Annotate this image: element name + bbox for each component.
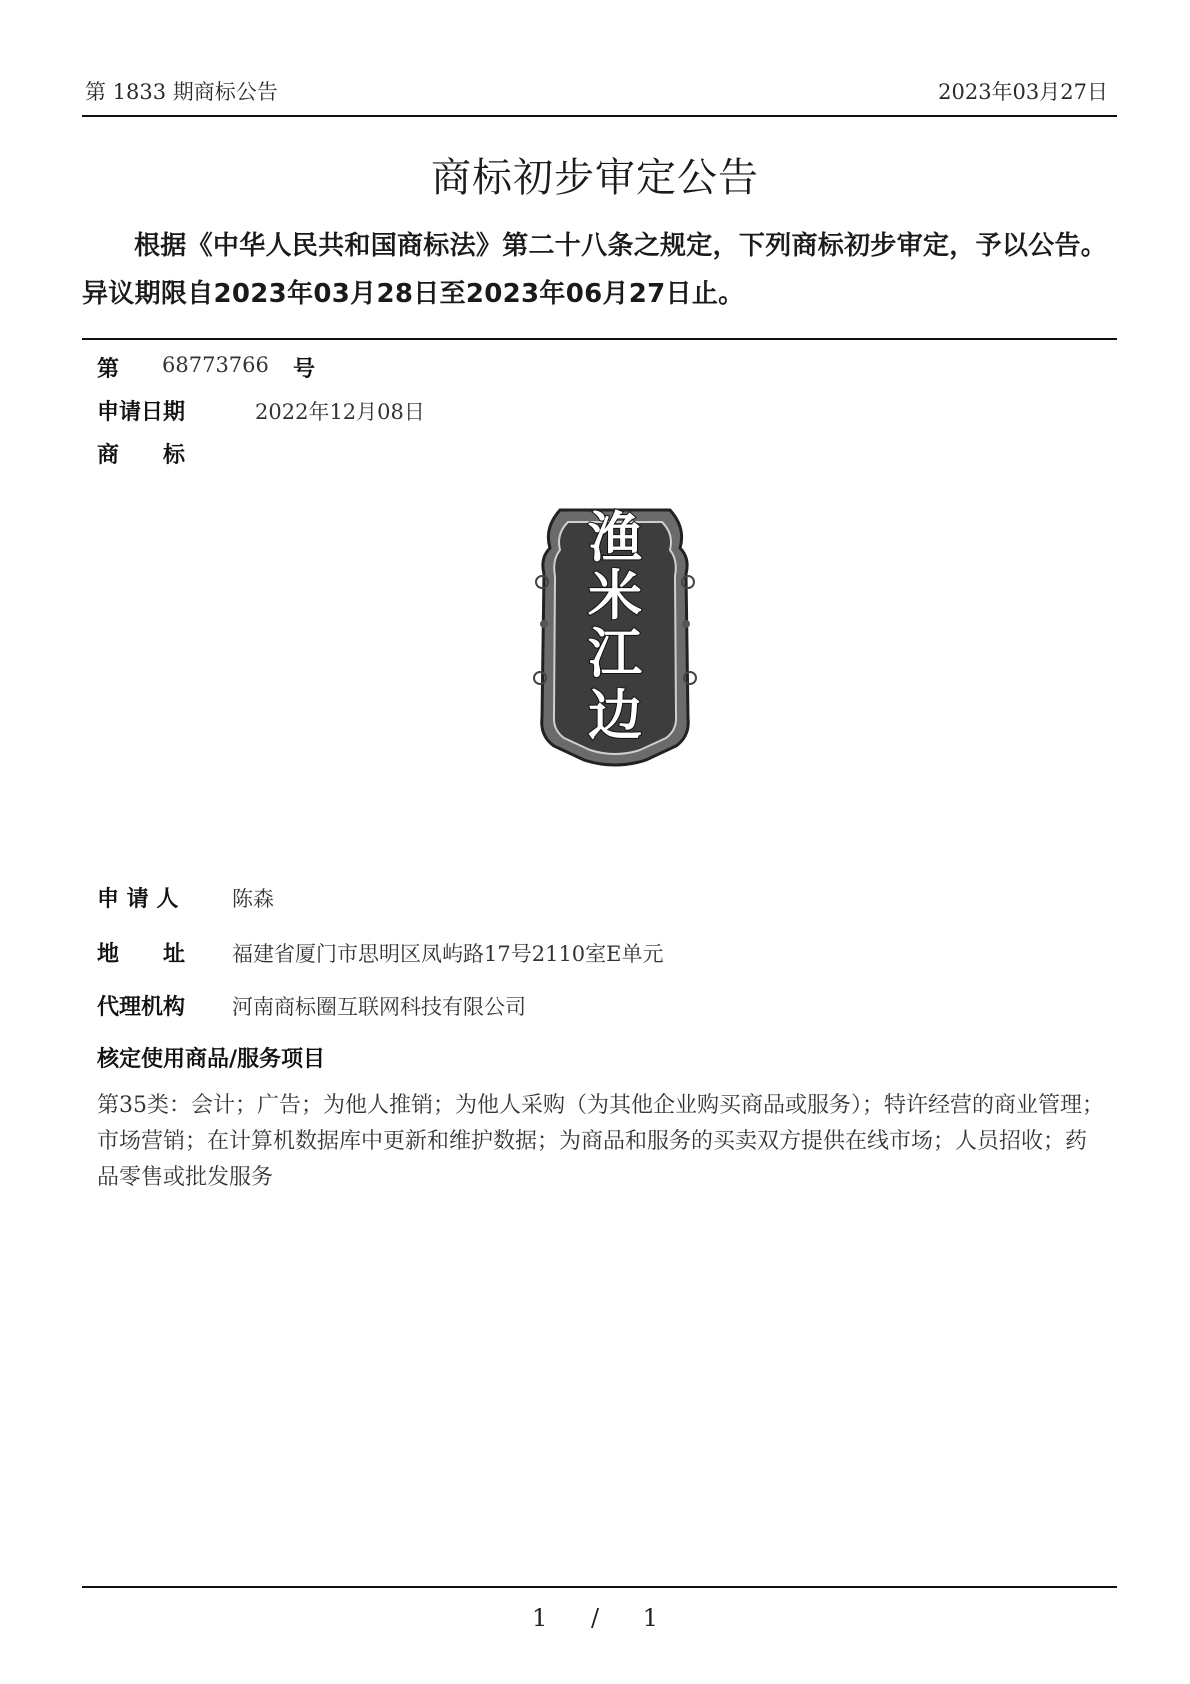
page-total: 1 bbox=[642, 1604, 658, 1632]
goods-list: 第35类：会计；广告；为他人推销；为他人采购（为其他企业购买商品或服务）；特许经营的商业管理；市场营销；在计算机数据库中更新和维护数据；为商品和服务的买卖双方提供在线市场；人员招收；药品零售或批发服务 bbox=[97, 1093, 1104, 1190]
page-indicator bbox=[0, 1604, 1190, 1632]
intro-paragraph: 根据《中华人民共和国商标法》第二十八条之规定，下列商标初步审定，予以公告。异议期限自2023年03月28日至2023年06月27日止。 bbox=[82, 231, 1108, 309]
reg-number: 68773766 bbox=[162, 353, 269, 377]
mark-char-2: 米 bbox=[588, 564, 642, 627]
address-label: 地 址 bbox=[97, 942, 186, 967]
trademark-label: 商 标 bbox=[97, 443, 186, 468]
issue-date: 2023年03月27日 bbox=[938, 80, 1108, 104]
trademark-logo bbox=[530, 488, 700, 770]
page-title: 商标初步审定公告 bbox=[431, 155, 759, 201]
mark-char-3: 江 bbox=[588, 622, 642, 685]
apply-date-label: 申请日期 bbox=[97, 400, 186, 425]
goods-label: 核定使用商品/服务项目 bbox=[97, 1047, 326, 1072]
header-rule bbox=[82, 115, 1117, 117]
applicant-name: 陈森 bbox=[232, 887, 274, 911]
apply-date: 2022年12月08日 bbox=[255, 400, 425, 424]
agent-label: 代理机构 bbox=[97, 995, 186, 1020]
section-rule bbox=[82, 338, 1117, 340]
issue-number: 第 1833 期商标公告 bbox=[85, 80, 278, 104]
page-current: 1 bbox=[532, 1604, 548, 1632]
footer-rule bbox=[82, 1586, 1117, 1588]
agent-value: 河南商标圈互联网科技有限公司 bbox=[232, 995, 526, 1019]
applicant-label: 申 请 人 bbox=[97, 887, 179, 912]
reg-number-suffix: 号 bbox=[293, 357, 316, 382]
mark-char-1: 渔 bbox=[588, 506, 642, 569]
mark-char-4: 边 bbox=[588, 684, 642, 747]
reg-number-prefix: 第 bbox=[97, 357, 120, 382]
address-value: 福建省厦门市思明区凤屿路17号2110室E单元 bbox=[232, 942, 664, 966]
page-separator: / bbox=[590, 1604, 600, 1632]
